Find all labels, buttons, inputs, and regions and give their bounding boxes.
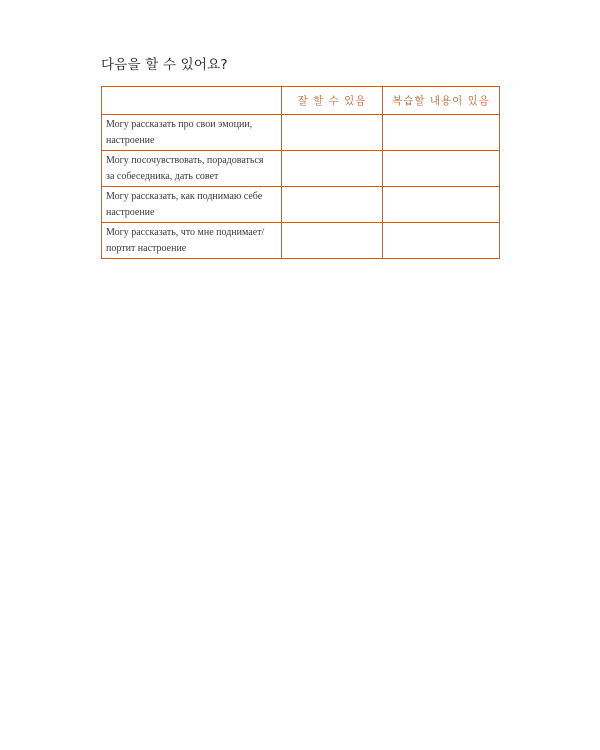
check-cell-need-review[interactable]: [383, 187, 500, 223]
statement-line: Могу посочувствовать, порадоваться: [106, 154, 264, 166]
check-cell-can-do-well[interactable]: [282, 151, 383, 187]
statement-cell: [102, 223, 282, 259]
statement-line: портит настроение: [106, 242, 187, 254]
table-header-row: [102, 87, 500, 115]
statement-line: Могу рассказать про свои эмоции,: [106, 118, 253, 130]
statement-cell: [102, 187, 282, 223]
statement-line: настроение: [106, 206, 155, 218]
table-row: [102, 223, 500, 259]
header-blank: [102, 87, 282, 115]
statement-cell: [102, 115, 282, 151]
check-cell-can-do-well[interactable]: [282, 223, 383, 259]
header-can-do-well: 잘 할 수 있음: [282, 87, 383, 115]
check-cell-need-review[interactable]: [383, 223, 500, 259]
statement-line: за собеседника, дать совет: [106, 170, 219, 182]
check-cell-can-do-well[interactable]: [282, 115, 383, 151]
header-need-review: 복습할 내용이 있음: [383, 87, 500, 115]
check-cell-need-review[interactable]: [383, 115, 500, 151]
table-row: [102, 115, 500, 151]
self-check-table: [101, 86, 500, 259]
statement-cell: [102, 151, 282, 187]
page-heading: 다음을 할 수 있어요?: [101, 57, 228, 73]
table-row: [102, 187, 500, 223]
check-cell-need-review[interactable]: [383, 151, 500, 187]
table-row: [102, 151, 500, 187]
statement-line: настроение: [106, 134, 155, 146]
check-cell-can-do-well[interactable]: [282, 187, 383, 223]
statement-line: Могу рассказать, что мне поднимает/: [106, 226, 265, 238]
statement-line: Могу рассказать, как поднимаю себе: [106, 190, 263, 202]
